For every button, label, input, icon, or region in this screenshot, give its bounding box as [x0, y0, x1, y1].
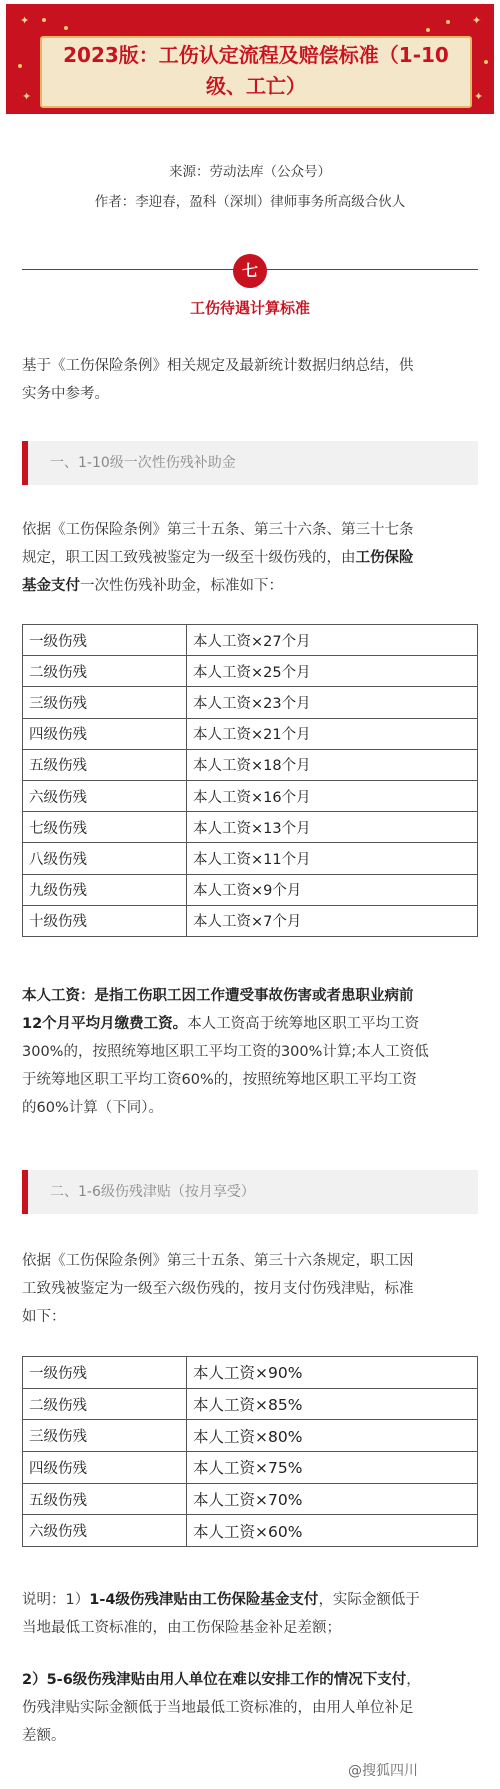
standard-cell: 本人工资×16个月 [187, 780, 478, 811]
standard-cell: 本人工资×7个月 [187, 905, 478, 936]
star-icon: ✦ [20, 14, 30, 27]
table-row [23, 905, 478, 936]
paragraph-line: 的60%计算（下同）。 [22, 1100, 163, 1116]
text-span: 本人工资高于统筹地区职工平均工资 [187, 1016, 420, 1032]
subsection-1-paragraph [22, 516, 482, 600]
table-row [23, 812, 478, 843]
standard-cell: 本人工资×80% [187, 1420, 478, 1452]
paragraph-line: 300%的，按照统筹地区职工平均工资的300%计算;本人工资低 [22, 1044, 429, 1060]
paragraph-line: 工致残被鉴定为一级至六级伤残的，按月支付伤残津贴，标准 [22, 1281, 414, 1297]
standard-cell: 本人工资×21个月 [187, 718, 478, 749]
standard-cell: 本人工资×70% [187, 1483, 478, 1515]
dot-ornament [64, 26, 68, 30]
dot-ornament [18, 64, 22, 68]
star-icon: ✦ [474, 90, 484, 103]
grade-cell: 一级伤残 [23, 625, 187, 656]
paragraph-line [22, 1586, 482, 1614]
standard-cell: 本人工资×85% [187, 1388, 478, 1420]
paragraph-line: 当地最低工资标准的，由工伤保险基金补足差额； [22, 1620, 341, 1636]
paragraph-line [22, 1666, 482, 1694]
standard-cell: 本人工资×13个月 [187, 812, 478, 843]
disability-grant-table [22, 624, 478, 937]
grade-cell: 四级伤残 [23, 718, 187, 749]
standard-cell: 本人工资×75% [187, 1452, 478, 1484]
grade-cell: 七级伤残 [23, 812, 187, 843]
grade-cell: 五级伤残 [23, 1483, 187, 1515]
table-row [23, 780, 478, 811]
grade-cell: 三级伤残 [23, 687, 187, 718]
grade-cell: 三级伤残 [23, 1420, 187, 1452]
section-title: 工伤待遇计算标准 [189, 299, 310, 317]
source-text: 来源：劳动法库（公众号） [169, 164, 331, 180]
grade-cell: 六级伤残 [23, 1515, 187, 1547]
standard-cell: 本人工资×27个月 [187, 625, 478, 656]
table-row [23, 1388, 478, 1420]
paragraph-line [22, 544, 482, 572]
dot-ornament [42, 18, 46, 22]
bold-text: 工伤保险 [355, 550, 414, 566]
intro-line: 实务中参考。 [22, 386, 109, 402]
paragraph-line [22, 572, 482, 600]
title-banner [6, 4, 494, 114]
paragraph-line: 如下： [22, 1309, 66, 1325]
title-line-1: 2023版：工伤认定流程及赔偿标准（1-10 [63, 43, 449, 67]
table-row [23, 625, 478, 656]
table-row [23, 1515, 478, 1547]
author-text: 作者：李迎春，盈科（深圳）律师事务所高级合伙人 [94, 194, 406, 210]
grade-cell: 十级伤残 [23, 905, 187, 936]
grade-cell: 四级伤残 [23, 1452, 187, 1484]
table-row [23, 1452, 478, 1484]
standard-cell: 本人工资×60% [187, 1515, 478, 1547]
page-title [46, 40, 466, 102]
bold-text: 2）5-6级伤残津贴由用人单位在难以安排工作的情况下支付 [22, 1672, 407, 1688]
table-row [23, 718, 478, 749]
text-span: ， [406, 1672, 421, 1688]
table-row [23, 656, 478, 687]
bold-text: 基金支付 [22, 578, 80, 594]
intro-paragraph [22, 352, 482, 408]
dot-ornament [446, 20, 450, 24]
disability-allowance-table [22, 1356, 478, 1547]
intro-line: 基于《工伤保险条例》相关规定及最新统计数据归纳总结，供 [22, 358, 414, 374]
table-row [23, 843, 478, 874]
grade-cell: 八级伤残 [23, 843, 187, 874]
note-1 [22, 1586, 482, 1642]
grade-cell: 一级伤残 [23, 1357, 187, 1389]
standard-cell: 本人工资×11个月 [187, 843, 478, 874]
paragraph-line: 于统筹地区职工平均工资60%的，按照统筹地区职工平均工资 [22, 1072, 417, 1088]
text-span: 说明：1） [22, 1592, 90, 1608]
grade-cell: 二级伤残 [23, 1388, 187, 1420]
bold-text: 1-4级伤残津贴由工伤保险基金支付 [89, 1592, 319, 1608]
dot-ornament [426, 28, 430, 32]
table-row [23, 749, 478, 780]
watermark: @搜狐四川 [348, 1763, 418, 1779]
wage-note-paragraph [22, 982, 482, 1122]
paragraph-line: 依据《工伤保险条例》第三十五条、第三十六条、第三十七条 [22, 522, 414, 538]
bold-text: 12个月平均月缴费工资。 [22, 1016, 188, 1032]
standard-cell: 本人工资×9个月 [187, 874, 478, 905]
paragraph-line: 差额。 [22, 1728, 66, 1744]
paragraph-line: 依据《工伤保险条例》第三十五条、第三十六条规定，职工因 [22, 1253, 414, 1269]
table-row [23, 874, 478, 905]
note-2 [22, 1666, 482, 1750]
text-span: ，实际金额低于 [318, 1592, 420, 1608]
standard-cell: 本人工资×25个月 [187, 656, 478, 687]
standard-cell: 本人工资×23个月 [187, 687, 478, 718]
subsection-heading-2: 二、1-6级伤残津贴（按月享受） [22, 1170, 478, 1214]
dot-ornament [484, 60, 488, 64]
subsection-2-paragraph [22, 1247, 482, 1331]
bold-text: 本人工资：是指工伤职工因工作遭受事故伤害或者患职业病前 [22, 988, 414, 1004]
paragraph-line [22, 982, 482, 1010]
table-row [23, 1420, 478, 1452]
table-row [23, 1483, 478, 1515]
standard-cell: 本人工资×90% [187, 1357, 478, 1389]
subsection-heading-1: 一、1-10级一次性伤残补助金 [22, 441, 478, 485]
section-number-badge: 七 [233, 254, 267, 288]
text-span: 一次性伤残补助金，标准如下： [80, 578, 283, 594]
table-row [23, 1357, 478, 1389]
grade-cell: 二级伤残 [23, 656, 187, 687]
grade-cell: 九级伤残 [23, 874, 187, 905]
title-line-2: 级、工亡） [206, 74, 306, 98]
table-row [23, 687, 478, 718]
grade-cell: 六级伤残 [23, 780, 187, 811]
standard-cell: 本人工资×18个月 [187, 749, 478, 780]
star-icon: ✦ [472, 14, 482, 27]
paragraph-line: 伤残津贴实际金额低于当地最低工资标准的，由用人单位补足 [22, 1700, 414, 1716]
grade-cell: 五级伤残 [23, 749, 187, 780]
paragraph-line [22, 1010, 482, 1038]
star-icon: ✦ [22, 90, 32, 103]
text-span: 规定，职工因工致残被鉴定为一级至十级伤残的，由 [22, 550, 356, 566]
